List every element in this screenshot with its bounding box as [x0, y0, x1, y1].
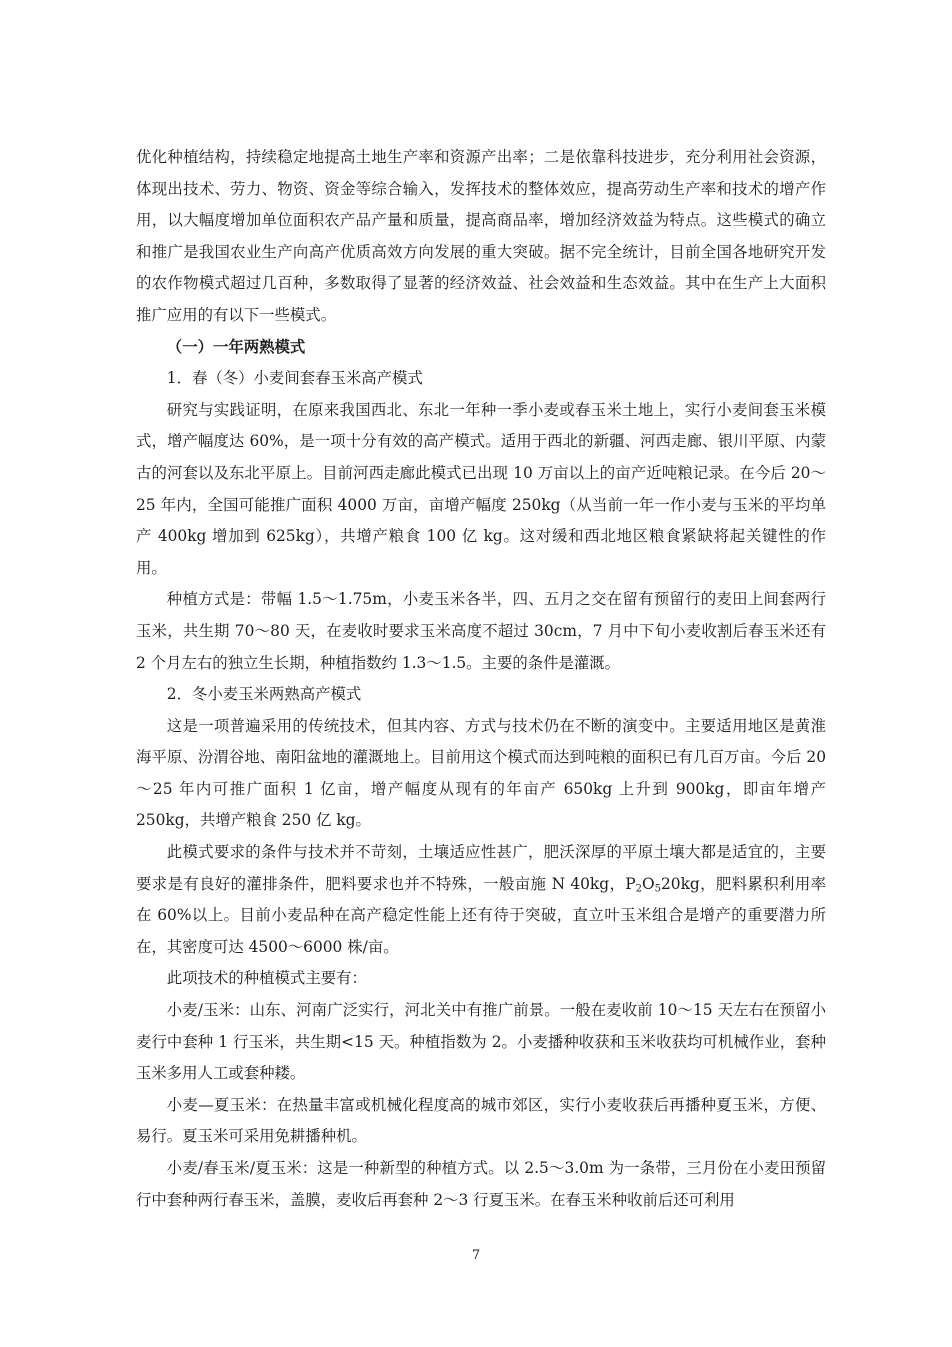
text-run: 此模式要求的条件与技术并不苛刻，土壤适应性甚广，肥沃深厚的平原土壤大都是适宜的，主要要求是有良好的灌排条件，肥料要求也并不特殊，一般亩施 N 40kg，P [136, 843, 826, 893]
paragraph: 此项技术的种植模式主要有： [166, 969, 367, 988]
paragraph: 小麦—夏玉米：在热量丰富或机械化程度高的城市郊区，实行小麦收获后再播种夏玉米，方便、易行。夏玉米可采用免耕播种机。 [136, 1095, 826, 1146]
subsection-heading-1: 1．春（冬）小麦间套春玉米高产模式 [166, 369, 423, 388]
paragraph: 小麦/春玉米/夏玉米：这是一种新型的种植方式。以 2.5～3.0m 为一条带，三月份在小麦田预留行中套种两行春玉米，盖膜，麦收后再套种 2～3 行夏玉米。在春玉米种收前后还可利用 [136, 1159, 826, 1209]
section-heading: （一）一年两熟模式 [166, 337, 306, 356]
subscript: 5 [654, 883, 661, 895]
paragraph-continued: 优化种植结构，持续稳定地提高土地生产率和资源产出率；二是依靠科技进步，充分利用社会资源，体现出技术、劳力、物资、资金等综合输入，发挥技术的整体效应，提高劳动生产率和技术的增产作用，以大幅度增加单位面积农产品产量和质量，提高商品率，增加经济效益为特点。这些模式的确立和推广是我国农业生产向高产优质高效方向发展的重大突破。据不完全统计，目前全国各地研究开发的农作物模式超过几百种，多数取得了显著的经济效益、社会效益和生态效益。其中在生产上大面积推广应用的有以下一些模式。 [136, 148, 826, 324]
paragraph: 这是一项普遍采用的传统技术，但其内容、方式与技术仍在不断的演变中。主要适用地区是黄淮海平原、汾渭谷地、南阳盆地的灌溉地上。目前用这个模式而达到吨粮的面积已有几百万亩。今后 20～25 年内可推广面积 1 亿亩，增产幅度从现有的年亩产 650kg 上升到 900kg，即亩年增产 250kg，共增产粮食 250 亿 kg。 [136, 716, 826, 830]
text-run: O [642, 874, 655, 893]
paragraph-fertilizer [136, 837, 826, 963]
body-text [136, 142, 826, 1216]
paragraph: 研究与实践证明，在原来我国西北、东北一年种一季小麦或春玉米土地上，实行小麦间套玉米模式，增产幅度达 60%，是一项十分有效的高产模式。适用于西北的新疆、河西走廊、银川平原、内蒙古的河套以及东北平原上。目前河西走廊此模式已出现 10 万亩以上的亩产近吨粮记录。在今后 20～25 年内，全国可能推广面积 4000 万亩，亩增产幅度 250kg（从当前一年一作小麦与玉米的平均单产 400kg 增加到 625kg），共增产粮食 100 亿 kg。这对缓和西北地区粮食紧缺将起关键性的作用。 [136, 400, 826, 577]
subscript: 2 [635, 883, 642, 895]
paragraph: 种植方式是：带幅 1.5～1.75m，小麦玉米各半，四、五月之交在留有预留行的麦田上间套两行玉米，共生期 70～80 天，在麦收时要求玉米高度不超过 30cm，7 月中下旬小麦收割后春玉米还有 2 个月左右的独立生长期，种植指数约 1.3～1.5。主要的条件是灌溉。 [136, 590, 826, 672]
page-number: 7 [471, 1248, 481, 1263]
paragraph: 小麦/玉米：山东、河南广泛实行，河北关中有推广前景。一般在麦收前 10～15 天左右在预留小麦行中套种 1 行玉米，共生期<15 天。种植指数为 2。小麦播种收获和玉米收获均可机械作业，套种玉米多用人工或套种耧。 [136, 1001, 826, 1083]
text-run: 20kg，肥料累积利用率在 60%以上。目前小麦品种在高产稳定性能上还有待于突破，直立叶玉米组合是增产的重要潜力所在，其密度可达 4500～6000 株/亩。 [136, 874, 827, 956]
subsection-heading-2: 2．冬小麦玉米两熟高产模式 [166, 685, 362, 704]
